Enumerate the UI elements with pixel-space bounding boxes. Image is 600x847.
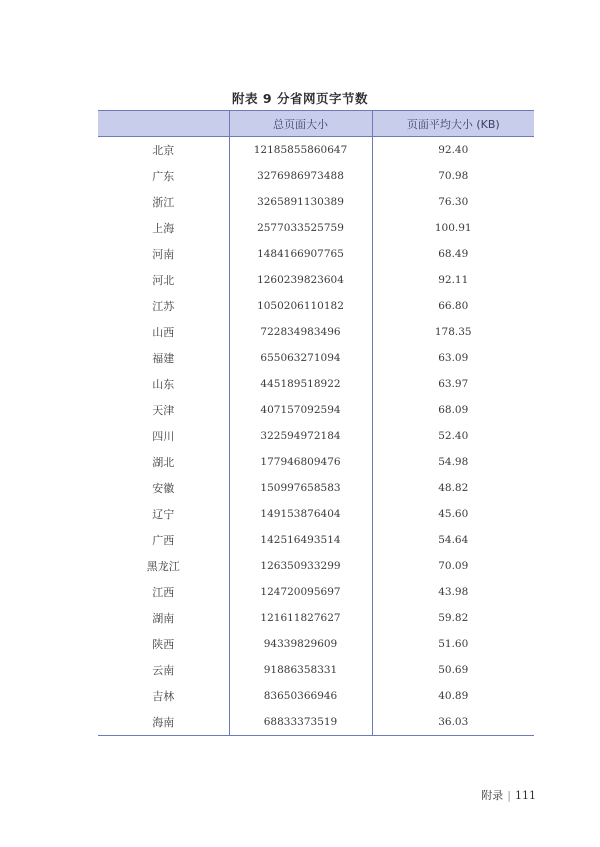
avg-size-cell: 76.30 [372,189,534,215]
total-size-cell: 126350933299 [229,553,372,579]
table-row [98,163,534,189]
table-row [98,475,534,501]
total-size-cell: 68833373519 [229,709,372,736]
avg-size-cell: 63.97 [372,371,534,397]
table-row [98,553,534,579]
footer-separator: | [507,789,511,802]
table-row [98,267,534,293]
table-row [98,345,534,371]
avg-size-cell: 59.82 [372,605,534,631]
province-cell: 广东 [152,170,175,183]
total-size-cell: 1050206110182 [229,293,372,319]
avg-size-cell: 51.60 [372,631,534,657]
table-row [98,215,534,241]
province-cell: 广西 [152,534,175,547]
total-size-cell: 150997658583 [229,475,372,501]
total-size-cell: 142516493514 [229,527,372,553]
table-row [98,709,534,736]
province-cell: 河南 [152,248,175,261]
total-size-cell: 1260239823604 [229,267,372,293]
total-size-cell: 2577033525759 [229,215,372,241]
avg-size-cell: 48.82 [372,475,534,501]
avg-size-cell: 92.40 [372,137,534,164]
avg-size-cell: 70.98 [372,163,534,189]
table-row [98,579,534,605]
avg-size-cell: 63.09 [372,345,534,371]
table-row [98,319,534,345]
total-size-cell: 1484166907765 [229,241,372,267]
total-size-cell: 322594972184 [229,423,372,449]
province-cell: 北京 [152,144,175,157]
province-cell: 山西 [152,326,175,339]
table-row [98,397,534,423]
footer-section: 附录 [481,789,504,802]
avg-size-cell: 43.98 [372,579,534,605]
total-size-cell: 407157092594 [229,397,372,423]
province-cell: 黑龙江 [146,560,180,573]
province-cell: 吉林 [152,690,175,703]
page-footer [481,787,536,803]
avg-size-cell: 68.09 [372,397,534,423]
total-size-cell: 445189518922 [229,371,372,397]
avg-size-cell: 45.60 [372,501,534,527]
province-cell: 江西 [152,586,175,599]
total-size-cell: 91886358331 [229,657,372,683]
table-row [98,657,534,683]
total-size-cell: 83650366946 [229,683,372,709]
table-row [98,423,534,449]
table-row [98,371,534,397]
header-total-size: 总页面大小 [229,111,372,137]
table-row [98,189,534,215]
table-row [98,293,534,319]
avg-size-cell: 68.49 [372,241,534,267]
avg-size-cell: 52.40 [372,423,534,449]
total-size-cell: 12185855860647 [229,137,372,164]
table-row [98,683,534,709]
province-cell: 安徽 [152,482,175,495]
avg-size-cell: 36.03 [372,709,534,736]
avg-size-cell: 66.80 [372,293,534,319]
table-row [98,631,534,657]
table-row [98,449,534,475]
province-cell: 福建 [152,352,175,365]
province-cell: 海南 [152,716,175,729]
total-size-cell: 655063271094 [229,345,372,371]
avg-size-cell: 54.64 [372,527,534,553]
province-cell: 辽宁 [152,508,175,521]
avg-size-cell: 70.09 [372,553,534,579]
province-cell: 云南 [152,664,175,677]
province-bytes-table [98,110,534,736]
avg-size-cell: 50.69 [372,657,534,683]
total-size-cell: 3265891130389 [229,189,372,215]
province-cell: 河北 [152,274,175,287]
table-row [98,605,534,631]
total-size-cell: 177946809476 [229,449,372,475]
table-title: 附表 9 分省网页字节数 [232,91,368,106]
table-row [98,241,534,267]
province-cell: 浙江 [152,196,175,209]
province-cell: 四川 [152,430,175,443]
avg-size-cell: 54.98 [372,449,534,475]
header-province [98,111,229,137]
province-cell: 天津 [152,404,175,417]
total-size-cell: 121611827627 [229,605,372,631]
avg-size-cell: 178.35 [372,319,534,345]
table-header-row [98,111,534,137]
total-size-cell: 124720095697 [229,579,372,605]
total-size-cell: 3276986973488 [229,163,372,189]
province-cell: 湖北 [152,456,175,469]
avg-size-cell: 100.91 [372,215,534,241]
table-row [98,527,534,553]
province-cell: 江苏 [152,300,175,313]
table-row [98,501,534,527]
total-size-cell: 149153876404 [229,501,372,527]
province-cell: 湖南 [152,612,175,625]
total-size-cell: 94339829609 [229,631,372,657]
page-number: 111 [515,789,536,802]
total-size-cell: 722834983496 [229,319,372,345]
province-cell: 陕西 [152,638,175,651]
province-cell: 山东 [152,378,175,391]
province-cell: 上海 [152,222,175,235]
table-row [98,137,534,164]
header-avg-size: 页面平均大小 (KB) [372,111,534,137]
avg-size-cell: 92.11 [372,267,534,293]
avg-size-cell: 40.89 [372,683,534,709]
